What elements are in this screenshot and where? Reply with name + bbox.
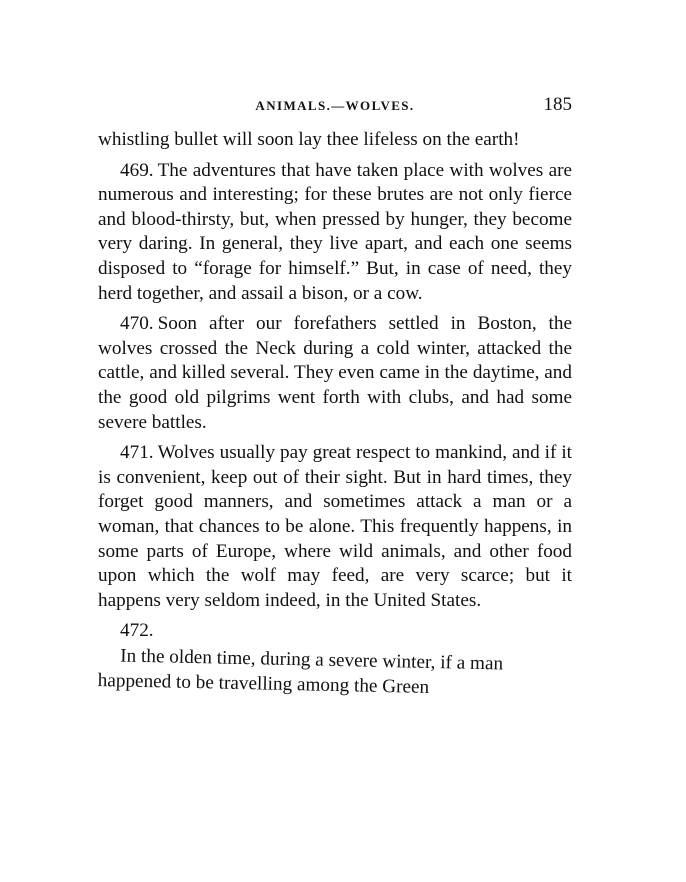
paragraph-text: Wolves usually pay great respect to mankind, and if it is convenient, keep out of their sight. But in hard times, they forget good manners, and sometimes attack a man or a woman, that chances to be alone. This frequently happens, in some parts of Europe, where wild animals, and other food upon which the wolf may feed, are very scarce; but it happens very seldom indeed, in the United States.: [98, 442, 572, 611]
paragraph-470: [98, 312, 572, 435]
paragraph-text: In the olden time, during a severe winter, if a man happened to be travelling among the Green: [97, 645, 504, 698]
paragraph-text: Soon after our forefathers settled in Boston, the wolves crossed the Neck during a cold winter, attacked the cattle, and killed several. They even came in the daytime, and the good old pilgrims went forth with clubs, and had some severe battles.: [98, 313, 572, 433]
continued-paragraph: whistling bullet will soon lay thee lifeless on the earth!: [98, 129, 520, 150]
paragraph-number: 471.: [120, 442, 154, 464]
page-number: 185: [543, 94, 572, 115]
paragraph-number: 472.: [120, 620, 154, 642]
paragraph-number: 470.: [120, 313, 154, 335]
paragraph-471: [98, 441, 572, 613]
paragraph-number: 469.: [120, 159, 154, 181]
paragraph-472: [97, 619, 572, 698]
paragraph-469: [98, 159, 572, 307]
running-title: ANIMALS.—WOLVES.: [255, 98, 415, 113]
running-header: [98, 94, 572, 116]
body-text: [98, 128, 572, 699]
paragraph-text: The adventures that have taken place with wolves are numerous and interesting; for these brutes are not only fierce and blood-thirsty, but, when pressed by hunger, they become very daring. In general, they live apart, and each one seems disposed to “forage for himself.” But, in case of need, they herd together, and assail a bison, or a cow.: [98, 159, 572, 304]
